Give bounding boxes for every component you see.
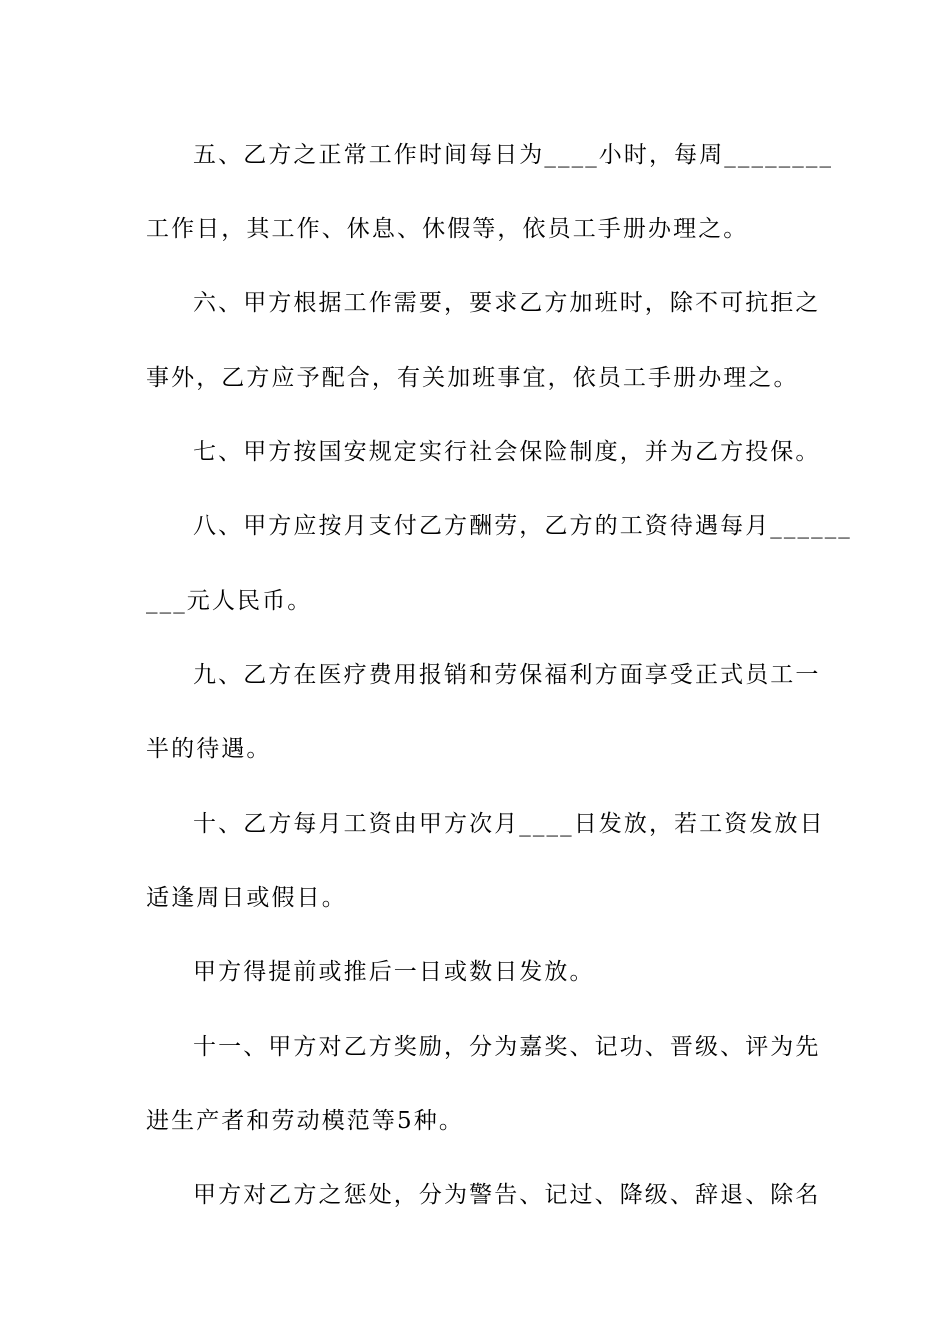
clause-8-line-1: 八、甲方应按月支付乙方酬劳，乙方的工资待遇每月______ bbox=[193, 513, 852, 539]
clause-10-line-1: 十、乙方每月工资由甲方次月____日发放，若工资发放日 bbox=[193, 811, 825, 837]
clause-9-line-1: 九、乙方在医疗费用报销和劳保福利方面享受正式员工一 bbox=[193, 662, 821, 688]
clause-10-paragraph-2: 甲方得提前或推后一日或数日发放。 bbox=[193, 959, 595, 985]
clause-6-line-1: 六、甲方根据工作需要，要求乙方加班时，除不可抗拒之 bbox=[193, 290, 821, 316]
clause-9-line-2: 半的待遇。 bbox=[146, 736, 272, 762]
clause-11-paragraph-2: 甲方对乙方之惩处，分为警告、记过、降级、辞退、除名 bbox=[193, 1182, 821, 1208]
clause-11-line-1: 十一、甲方对乙方奖励，分为嘉奖、记功、晋级、评为先 bbox=[193, 1034, 821, 1060]
clause-6-line-2: 事外，乙方应予配合，有关加班事宜，依员工手册办理之。 bbox=[146, 365, 799, 391]
clause-5-line-1: 五、乙方之正常工作时间每日为____小时，每周________ bbox=[193, 142, 834, 168]
clause-11-line-2: 进生产者和劳动模范等5种。 bbox=[146, 1108, 464, 1134]
clause-5-line-2: 工作日，其工作、休息、休假等，依员工手册办理之。 bbox=[146, 216, 749, 242]
clause-7-line-1: 七、甲方按国安规定实行社会保险制度，并为乙方投保。 bbox=[193, 439, 821, 465]
clause-8-line-2: ___元人民币。 bbox=[146, 588, 313, 614]
clause-10-line-2: 适逢周日或假日。 bbox=[146, 885, 347, 911]
